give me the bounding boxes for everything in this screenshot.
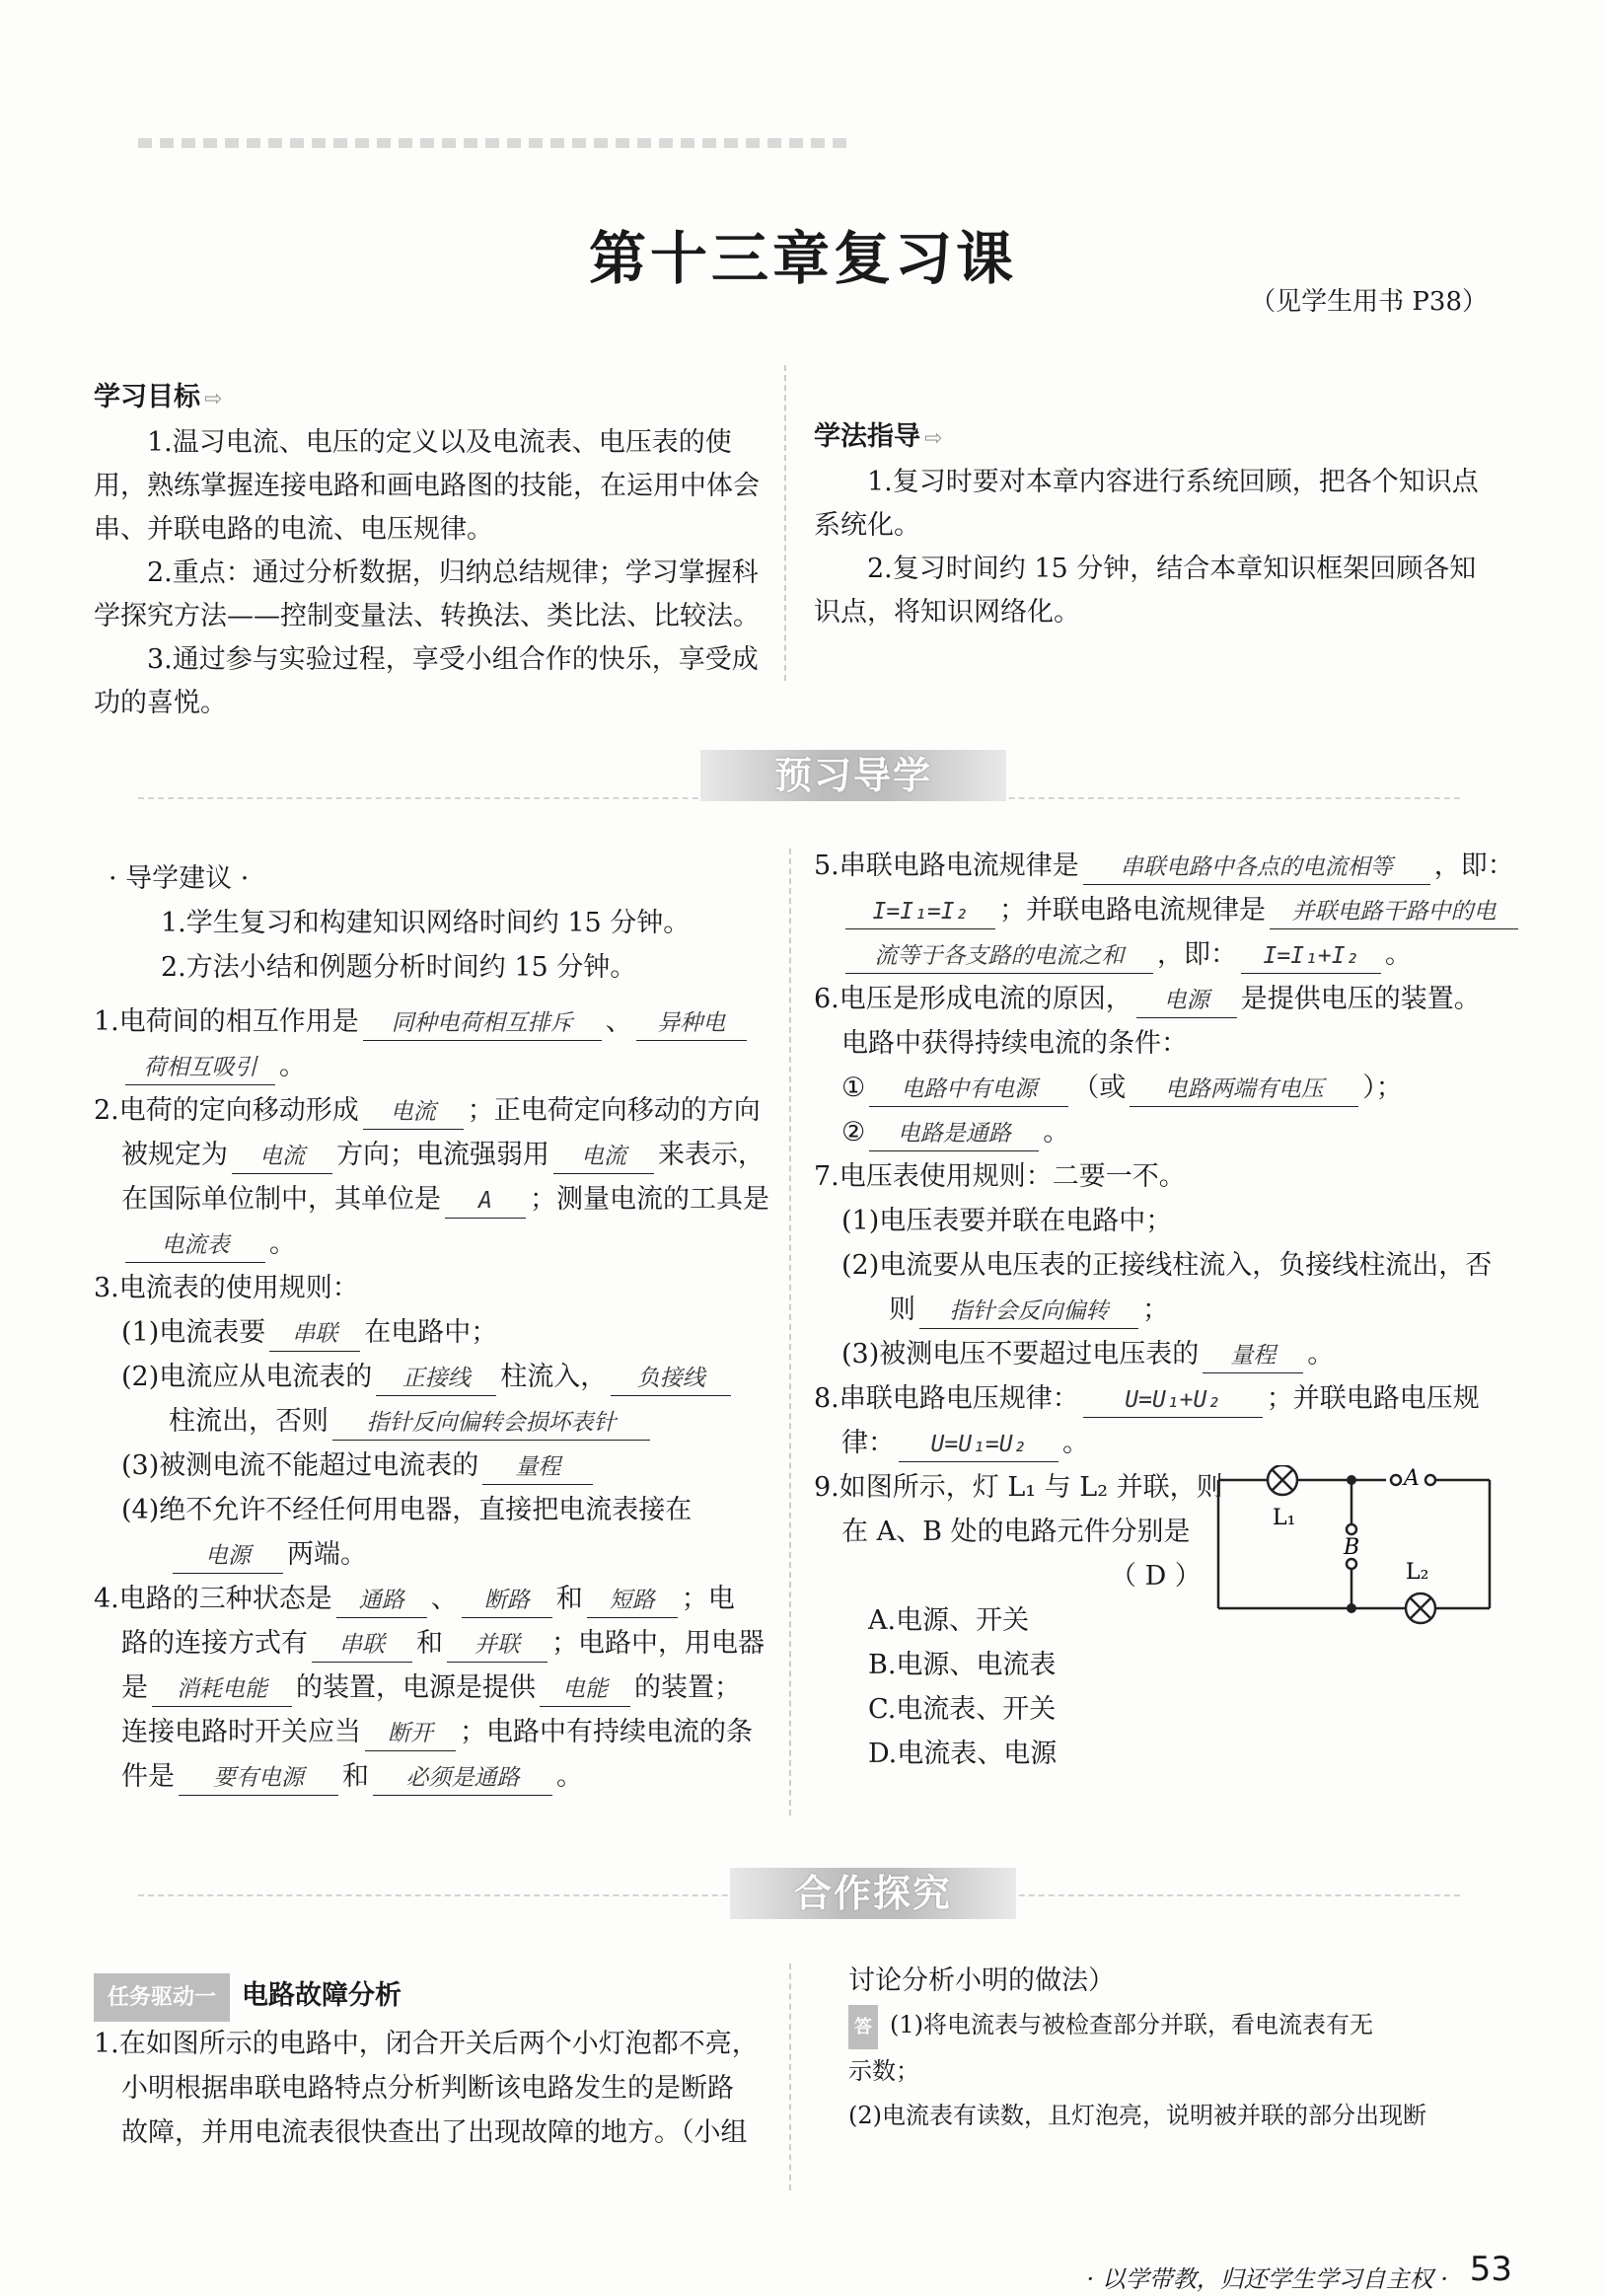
question-4-cont: 路的连接方式有 串联 和 并联 ；电路中，用电器 — [121, 1621, 784, 1666]
task-heading: 任务驱动一 电路故障分析 — [94, 1973, 784, 2022]
question-7: 7.电压表使用规则：二要一不。 — [814, 1161, 1186, 1192]
question-9-answer: （ D ） — [1110, 1561, 1202, 1592]
goals-heading: 学习目标 ⇨ — [94, 382, 223, 412]
question-4-cont: 件是 要有电源 和 必须是通路 。 — [121, 1754, 784, 1799]
question-2-cont: 被规定为 电流 方向；电流强弱用 电流 来表示， — [121, 1133, 784, 1177]
goal-item: 3.通过参与实验过程，享受小组合作的快乐，享受成功的喜悦。 — [94, 644, 759, 718]
question-1-cont: 荷相互吸引 。 — [121, 1044, 784, 1088]
question-6: 6.电压是形成电流的原因， 电源 是提供电压的装置。 — [814, 977, 1504, 1021]
question-3: 3.电流表的使用规则： — [94, 1273, 359, 1303]
question-9: 9.如图所示，灯 L₁ 与 L₂ 并联，则 — [814, 1472, 1223, 1503]
question-5-cont: 流等于各支路的电流之和 ，即： I=I₁+I₂ 。 — [841, 932, 1504, 977]
circuit-diagram — [1208, 1465, 1504, 1633]
guide-item: 1.复习时要对本章内容进行系统回顾，把各个知识点系统化。 — [814, 467, 1479, 541]
decorative-top-line — [138, 138, 848, 148]
guide-section — [814, 414, 1495, 634]
page-title: 第十三章复习课 — [588, 225, 1017, 292]
option-a: A.电源、开关 — [868, 1605, 1030, 1636]
terminal-b-top — [1347, 1524, 1356, 1534]
question-2-cont: 电流表 。 — [121, 1222, 784, 1266]
question-3-rule: (3)被测电流不能超过电流表的 量程 — [121, 1444, 784, 1488]
task-tag: 任务驱动一 — [94, 1973, 230, 2022]
question-5-cont: I=I₁=I₂ ；并联电路电流规律是 并联电路干路中的电 — [841, 888, 1504, 932]
goal-item: 1.温习电流、电压的定义以及电流表、电压表的使用，熟练掌握连接电路和画电路图的技能，在运用中体会串、并联电路的电流、电压规律。 — [94, 427, 760, 545]
arrow-icon: ⇨ — [204, 387, 223, 411]
option-b: B.电源、电流表 — [868, 1650, 1057, 1680]
question-9-cont: 在 A、B 处的电路元件分别是 — [841, 1517, 1191, 1547]
question-3-rule: (4)绝不允许不经任何用电器，直接把电流表接在 — [121, 1495, 693, 1525]
question-7-rule: (3)被测电压不要超过电压表的 量程 。 — [841, 1332, 1504, 1376]
advice-item: 2.方法小结和例题分析时间约 15 分钟。 — [161, 952, 637, 983]
task-answer-text: (2)电流表有读数，且灯泡亮，说明被并联的部分出现断 — [848, 2102, 1426, 2129]
answer-mark: 答 — [848, 2005, 878, 2049]
label-l2: L₂ — [1406, 1560, 1429, 1585]
left-questions — [94, 856, 784, 1799]
question-3-rule: 柱流出，否则 指针反向偏转会损坏表针 — [169, 1399, 784, 1444]
task-section — [94, 1973, 784, 2155]
question-6-cont: ① 电路中有电源 （或 电路两端有电压 ）； — [841, 1066, 1504, 1110]
terminal-a-right — [1425, 1475, 1435, 1485]
section-banner-preview: 预习导学 — [700, 750, 1006, 801]
question-7-rule: (2)电流要从电压表的正接线柱流入，负接线柱流出，否 — [841, 1250, 1493, 1281]
option-c: C.电流表、开关 — [868, 1694, 1057, 1725]
right-questions — [814, 844, 1514, 1776]
question-2-cont: 在国际单位制中，其单位是 A ；测量电流的工具是 — [121, 1177, 784, 1222]
column-divider — [789, 849, 791, 1815]
question-3-rule: 电源 两端。 — [169, 1532, 784, 1577]
task-answer-text: 讨论分析小明的做法） — [848, 1965, 1115, 1996]
question-4-cont: 连接电路时开关应当 断开 ；电路中有持续电流的条 — [121, 1710, 784, 1754]
question-5: 5.串联电路电流规律是 串联电路中各点的电流相等 ，即： — [814, 844, 1504, 888]
task-answer — [848, 1959, 1509, 2138]
question-7-rule: (1)电压表要并联在电路中； — [841, 1206, 1173, 1236]
task-answer-text: 示数； — [848, 2057, 919, 2085]
question-4-cont: 是 消耗电能 的装置，电源是提供 电能 的装置； — [121, 1666, 784, 1710]
guide-item: 2.复习时间约 15 分钟，结合本章知识框架回顾各知识点，将知识网络化。 — [814, 554, 1477, 628]
advice-heading: · 导学建议 · — [109, 863, 250, 894]
question-8-cont: 律： U=U₁=U₂ 。 — [841, 1421, 1504, 1465]
column-divider — [789, 1963, 791, 2190]
section-banner-cooperate: 合作探究 — [730, 1868, 1016, 1919]
question-7-rule: 则 指针会反向偏转 ； — [889, 1288, 1504, 1332]
task-text: 小明根据串联电路特点分析判断该电路发生的是断路 — [121, 2073, 734, 2104]
terminal-a-left — [1391, 1475, 1401, 1485]
advice-item: 1.学生复习和构建知识网络时间约 15 分钟。 — [161, 908, 691, 938]
question-6-cont: ② 电路是通路 。 — [841, 1110, 1504, 1154]
task-text: 1.在如图所示的电路中，闭合开关后两个小灯泡都不亮， — [94, 2029, 759, 2059]
option-d: D.电流表、电源 — [868, 1739, 1058, 1769]
terminal-b-bottom — [1347, 1559, 1356, 1569]
task-text: 故障，并用电流表很快查出了出现故障的地方。（小组 — [121, 2117, 748, 2148]
column-divider — [784, 365, 786, 681]
arrow-icon: ⇨ — [924, 426, 943, 451]
label-b: B — [1344, 1535, 1360, 1560]
book-reference: （见学生用书 P38） — [1250, 287, 1488, 317]
label-a: A — [1404, 1466, 1420, 1491]
guide-heading: 学法指导 ⇨ — [814, 421, 943, 452]
question-6-cont: 电路中获得持续电流的条件： — [841, 1028, 1188, 1059]
question-4: 4.电路的三种状态是 通路 、 断路 和 短路 ；电 — [94, 1577, 784, 1621]
page-number: 53 — [1469, 2250, 1512, 2289]
question-8: 8.串联电路电压规律： U=U₁+U₂ ；并联电路电压规 — [814, 1376, 1504, 1421]
label-l1: L₁ — [1273, 1506, 1296, 1530]
question-3-rule: (2)电流应从电流表的 正接线 柱流入， 负接线 — [121, 1355, 784, 1399]
question-2: 2.电荷的定向移动形成 电流 ；正电荷定向移动的方向 — [94, 1088, 784, 1133]
question-1: 1.电荷间的相互作用是 同种电荷相互排斥 、 异种电 — [94, 1000, 784, 1044]
goals-section — [94, 375, 765, 725]
question-3-rule: (1)电流表要 串联 在电路中； — [121, 1310, 784, 1355]
task-answer-text: 答 (1)将电流表与被检查部分并联，看电流表有无 — [848, 2003, 1509, 2049]
goal-item: 2.重点：通过分析数据，归纳总结规律；学习掌握科学探究方法——控制变量法、转换法、类比法、比较法。 — [94, 557, 760, 631]
footer-slogan: · 以学带教，归还学生学习自主权 · — [1086, 2265, 1448, 2293]
